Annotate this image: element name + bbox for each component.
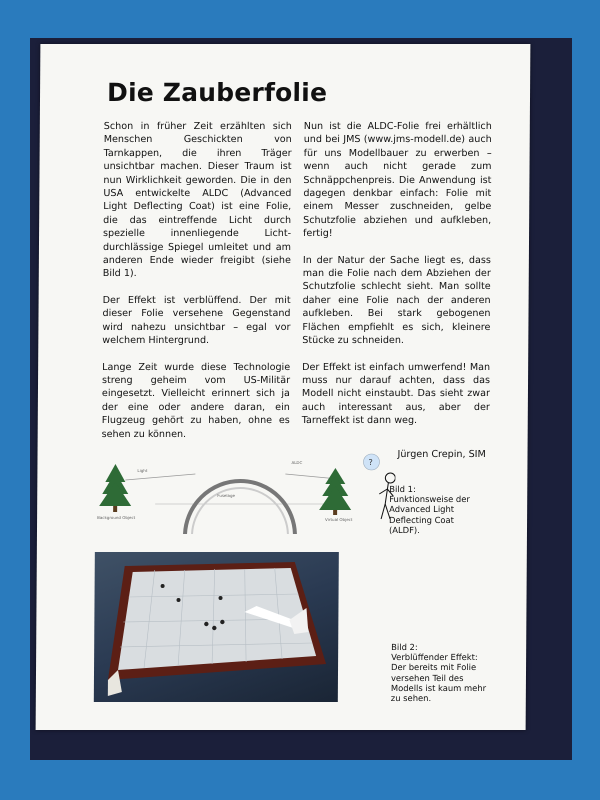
caption-2-line: Modells ist kaum mehr bbox=[390, 682, 487, 693]
left-paragraph-3: Lange Zeit wurde diese Technologie streng geheim vom US-Militär eingesetzt. Vielleicht erinnert sich ja der eine oder andere daran, ein Flugzeug gehört zu haben, ohne es sehen zu können. bbox=[101, 361, 291, 440]
right-paragraph-1: Nun ist die ALDC-Folie frei erhältlich und bei JMS (www.jms-modell.de) auch für uns Modellbauer zu erwerben – wenn auch nicht gerade zum Schnäppchenpreis. Die Anwendung ist dagegen denkbar einfach: Folie mit einem Messer zuschneiden, gelbe Schutzfolie abziehen und aufkleben, fertig! bbox=[303, 121, 492, 240]
poster-sheet bbox=[36, 44, 531, 730]
caption-2-line: Verblüffender Effekt: bbox=[391, 652, 478, 663]
caption-1-line: Bild 1: bbox=[389, 484, 416, 494]
caption-2-line: versehen Teil des bbox=[390, 672, 464, 683]
diagram-label-fuselage: Fuselage bbox=[217, 493, 235, 498]
diorama-illustration bbox=[94, 552, 339, 702]
caption-2-line: zu sehen. bbox=[390, 693, 432, 704]
right-paragraph-2: In der Natur der Sache liegt es, dass man die Folie nach dem Abziehen der Schutzfolie schlecht sieht. Man sollte daher eine Folie nach der anderen aufkleben. Bei stark gebogenen Flächen empfiehlt es sich, kleinere Stücke zu schneiden. bbox=[302, 254, 491, 347]
left-paragraph-2: Der Effekt ist verblüffend. Der mit dieser Folie versehene Gegenstand wird nahezu unsichtbar – egal vor welchem Hintergrund. bbox=[102, 294, 291, 347]
caption-bild-1 bbox=[389, 484, 489, 535]
author-signature: Jürgen Crepin, SIM bbox=[397, 449, 486, 460]
model-photo bbox=[94, 552, 339, 702]
diagram-label-aldc: ALDC bbox=[291, 460, 303, 465]
right-column bbox=[302, 120, 492, 441]
light-ray-left bbox=[125, 474, 195, 480]
diagram-label-background: Background Object bbox=[97, 515, 136, 520]
caption-1-line: Funktionsweise der bbox=[389, 494, 470, 505]
poster-title: Die Zauberfolie bbox=[106, 78, 328, 107]
caption-2-line: Bild 2: bbox=[391, 642, 418, 652]
question-mark-label: ? bbox=[368, 458, 373, 467]
left-column bbox=[102, 120, 292, 454]
caption-2-line: Der bereits mit Folie bbox=[391, 662, 477, 673]
caption-1-line: Advanced Light bbox=[389, 504, 455, 515]
caption-1-line: Deflecting Coat bbox=[389, 514, 455, 525]
tree-background-icon bbox=[99, 464, 131, 512]
tree-virtual-icon bbox=[319, 468, 351, 515]
aldc-diagram bbox=[95, 444, 396, 534]
right-paragraph-3: Der Effekt ist einfach umwerfend! Man muss nur darauf achten, dass das Modell nicht einstaubt. Das sieht zwar auch interessant aus, aber der Tarneffekt ist dann weg. bbox=[301, 361, 491, 427]
diagram-label-light: Light bbox=[137, 468, 148, 473]
left-paragraph-1: Schon in früher Zeit erzählten sich Menschen Geschickten von Tarnkappen, die ihren Träger unsichtbar machen. Dieser Traum ist nun Wirklichkeit geworden. Die in den USA entwickelte ALDC (Advanced Light Deflecting Coat) ist eine Folie, die das eintreffende Licht durch spezielle innenliegende Licht-durchlässige Spiegel umleitet und am anderen Ende wieder freigibt (siehe Bild 1). bbox=[102, 121, 292, 280]
diagram-label-virtual: Virtual Object bbox=[325, 517, 353, 522]
caption-bild-2 bbox=[391, 642, 491, 703]
caption-1-line: (ALDF). bbox=[388, 524, 420, 535]
